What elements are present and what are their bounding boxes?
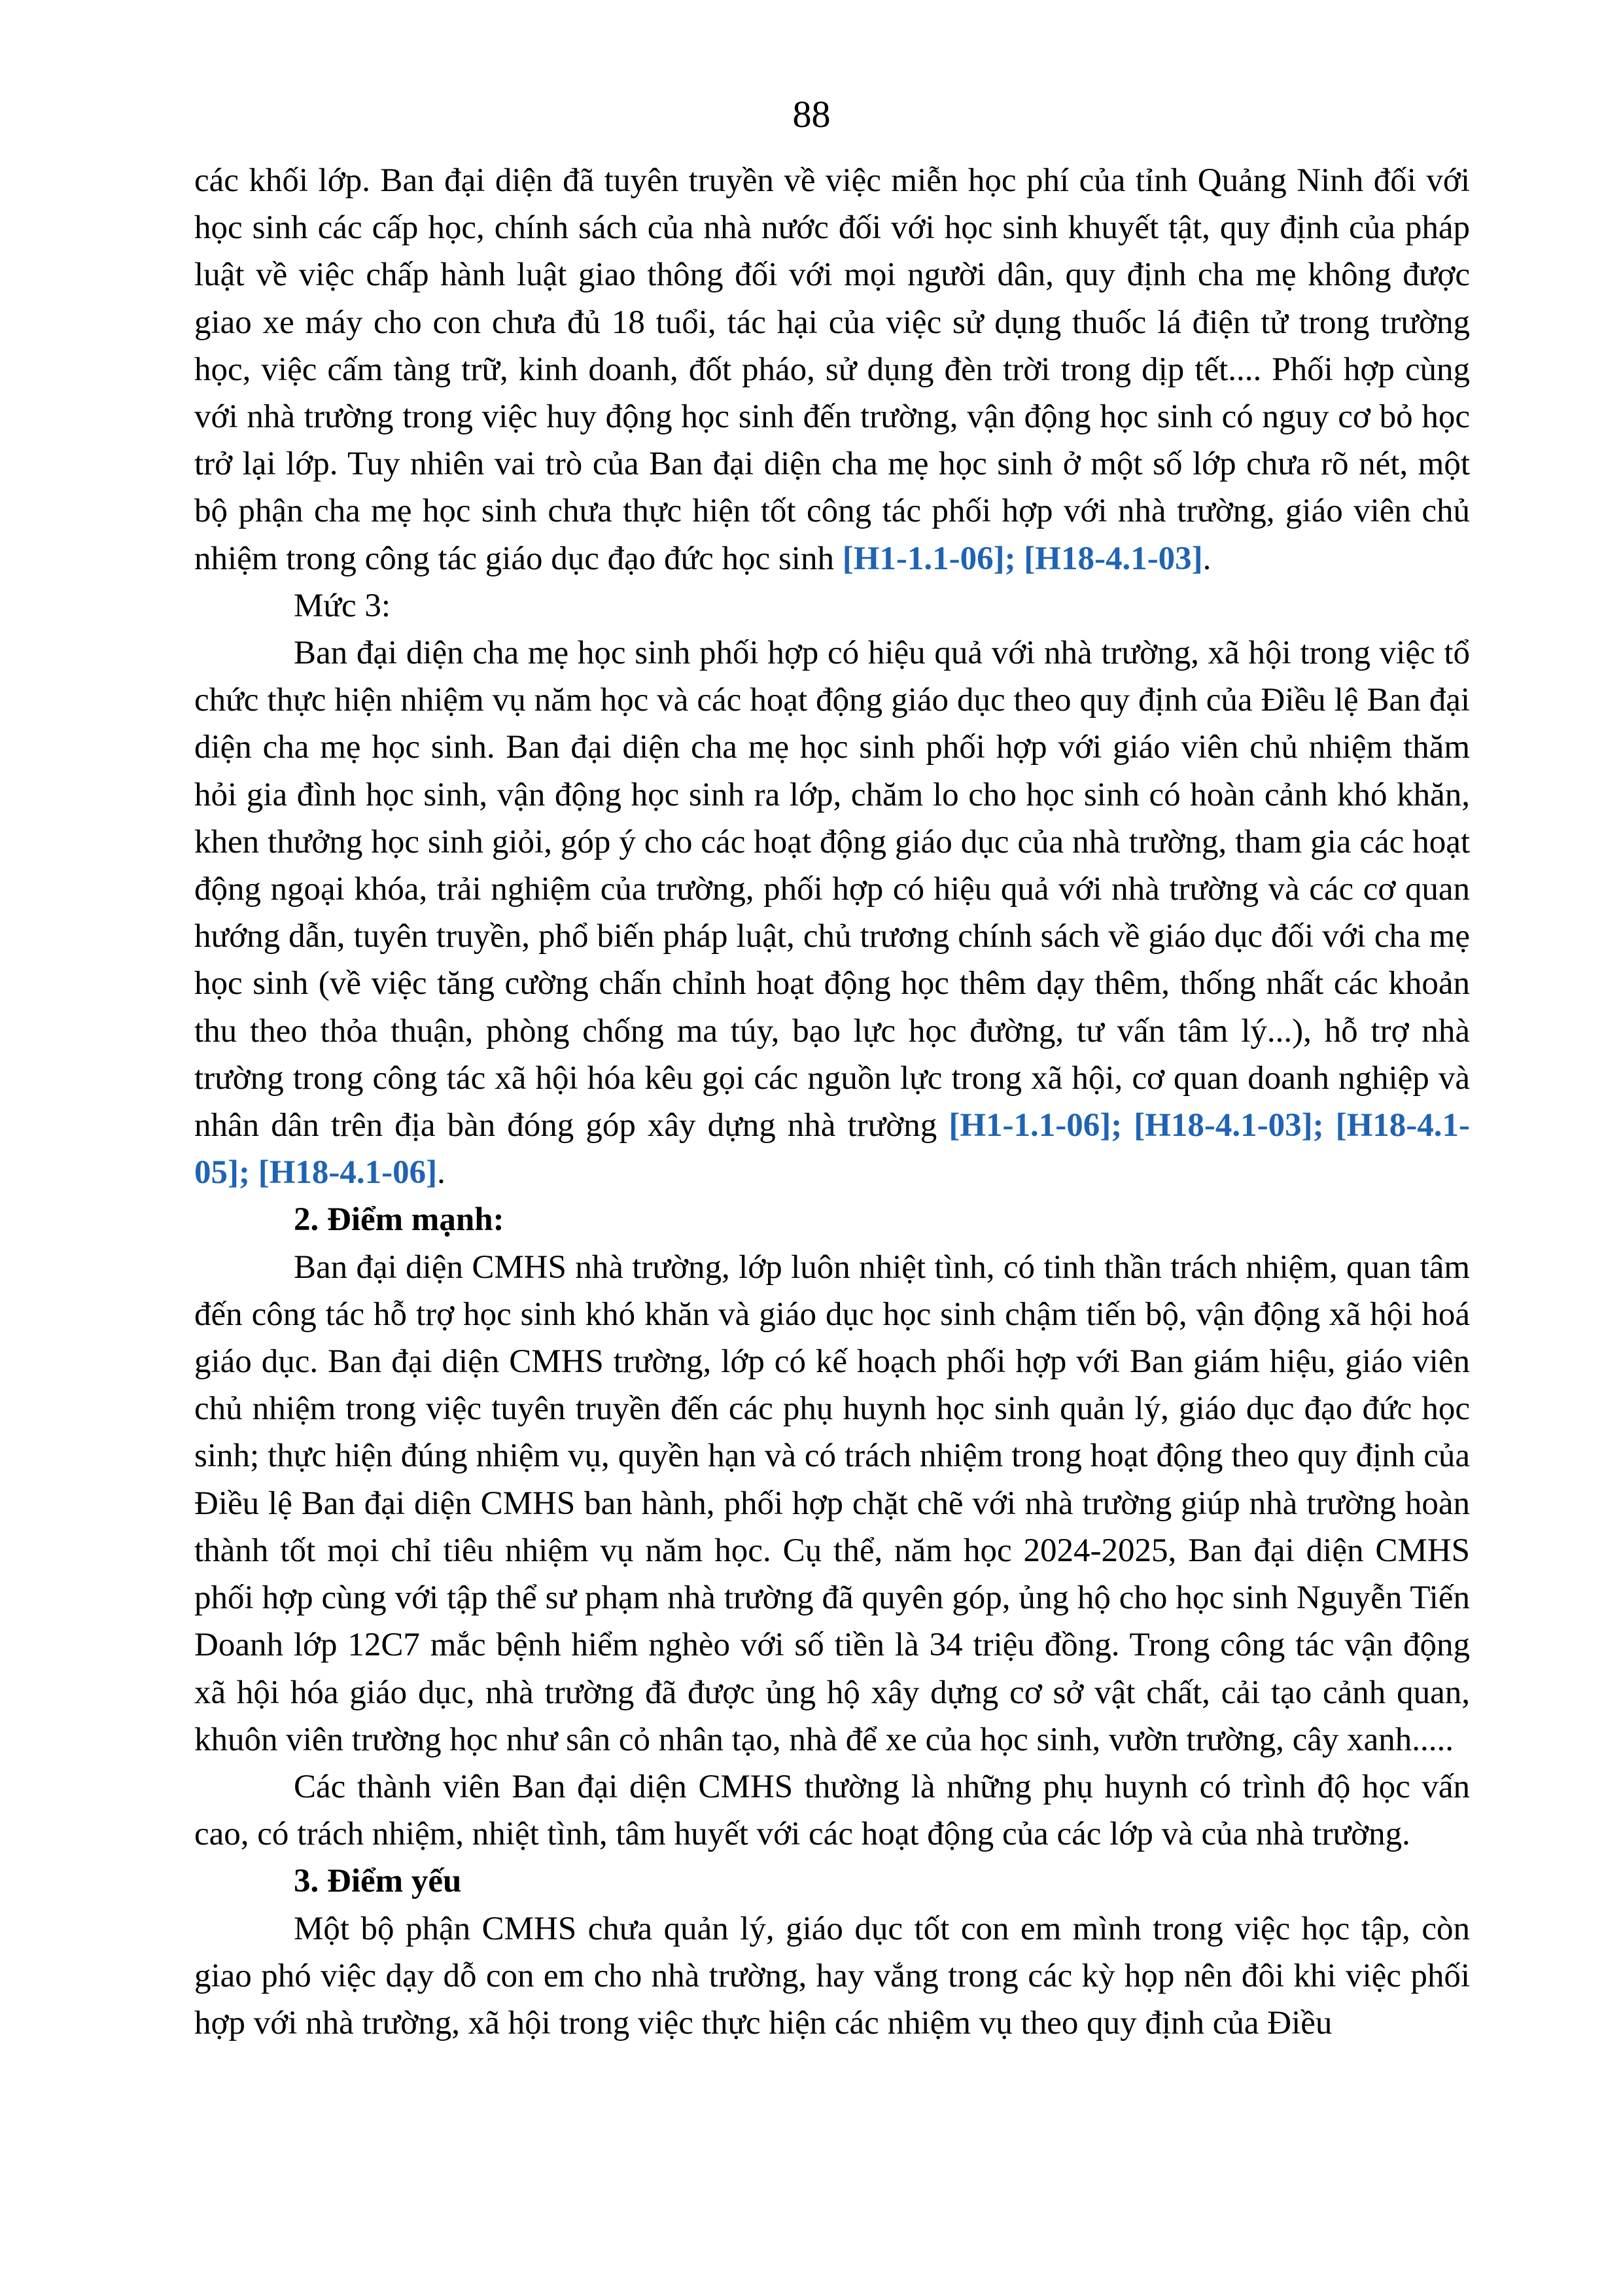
paragraph-members: Các thành viên Ban đại diện CMHS thường là những phụ huynh có trình độ học vấn cao, có trách nhiệm, nhiệt tình, tâm huyết với các hoạt động của các lớp và của nhà trường. (194, 1768, 1470, 1853)
paragraph-text: các khối lớp. Ban đại diện đã tuyên truyền về việc miễn học phí của tỉnh Quảng Ninh đối với học sinh các cấp học, chính sách của nhà nước đối với học sinh khuyết tật, quy định của pháp luật về việc chấp hành luật giao thông đối với mọi người dân, quy định cha mẹ không được giao xe máy cho con chưa đủ 18 tuổi, tác hại của việc sử dụng thuốc lá điện tử trong trường học, việc cấm tàng trữ, kinh doanh, đốt pháo, sử dụng đèn trời trong dịp tết.... Phối hợp cùng với nhà trường trong việc huy động học sinh đến trường, vận động học sinh có nguy cơ bỏ học trở lại lớp. Tuy nhiên vai trò của Ban đại diện cha mẹ học sinh ở một số lớp chưa rõ nét, một bộ phận cha mẹ học sinh chưa thực hiện tốt công tác phối hợp với nhà trường, giáo viên chủ nhiệm trong công tác giáo dục đạo đức học sinh (194, 162, 1470, 577)
paragraph-continuation (194, 157, 1470, 582)
evidence-reference: [H1-1.1-06]; [H18-4.1-03] (842, 540, 1203, 577)
paragraph-weaknesses: Một bộ phận CMHS chưa quản lý, giáo dục tốt con em mình trong việc học tập, còn giao phó việc dạy dỗ con em cho nhà trường, hay vắng trong các kỳ họp nên đôi khi việc phối hợp với nhà trường, xã hội trong việc thực hiện các nhiệm vụ theo quy định của Điều (194, 1910, 1470, 2041)
paragraph-level-3 (194, 629, 1470, 1196)
paragraph-strengths: Ban đại diện CMHS nhà trường, lớp luôn nhiệt tình, có tinh thần trách nhiệm, quan tâm đến công tác hỗ trợ học sinh khó khăn và giáo dục học sinh chậm tiến bộ, vận động xã hội hoá giáo dục. Ban đại diện CMHS trường, lớp có kế hoạch phối hợp với Ban giám hiệu, giáo viên chủ nhiệm trong việc tuyên truyền đến các phụ huynh học sinh quản lý, giáo dục đạo đức học sinh; thực hiện đúng nhiệm vụ, quyền hạn và có trách nhiệm trong hoạt động theo quy định của Điều lệ Ban đại diện CMHS ban hành, phối hợp chặt chẽ với nhà trường giúp nhà trường hoàn thành tốt mọi chỉ tiêu nhiệm vụ năm học. Cụ thể, năm học 2024-2025, Ban đại diện CMHS phối hợp cùng với tập thể sư phạm nhà trường đã quyên góp, ủng hộ cho học sinh Nguyễn Tiến Doanh lớp 12C7 mắc bệnh hiểm nghèo với số tiền là 34 triệu đồng. Trong công tác vận động xã hội hóa giáo dục, nhà trường đã được ủng hộ xây dựng cơ sở vật chất, cải tạo cảnh quan, khuôn viên trường học như sân cỏ nhân tạo, nhà để xe của học sinh, vườn trường, cây xanh..... (194, 1248, 1470, 1758)
page-number: 88 (792, 93, 831, 135)
document-body (194, 157, 1470, 2047)
paragraph-end: . (437, 1154, 445, 1192)
section-heading-strengths: 2. Điểm mạnh: (294, 1201, 504, 1239)
level-3-label: Mức 3: (294, 587, 391, 624)
paragraph-end: . (1202, 540, 1212, 577)
section-heading-weaknesses: 3. Điểm yếu (294, 1863, 462, 1900)
paragraph-text: Ban đại diện cha mẹ học sinh phối hợp có hiệu quả với nhà trường, xã hội trong việc tổ chức thực hiện nhiệm vụ năm học và các hoạt động giáo dục theo quy định của Điều lệ Ban đại diện cha mẹ học sinh. Ban đại diện cha mẹ học sinh phối hợp với giáo viên chủ nhiệm thăm hỏi gia đình học sinh, vận động học sinh ra lớp, chăm lo cho học sinh có hoàn cảnh khó khăn, khen thưởng học sinh giỏi, góp ý cho các hoạt động giáo dục của nhà trường, tham gia các hoạt động ngoại khóa, trải nghiệm của trường, phối hợp có hiệu quả với nhà trường và các cơ quan hướng dẫn, tuyên truyền, phổ biến pháp luật, chủ trương chính sách về giáo dục đối với cha mẹ học sinh (về việc tăng cường chấn chỉnh hoạt động học thêm dạy thêm, thống nhất các khoản thu theo thỏa thuận, phòng chống ma túy, bạo lực học đường, tư vấn tâm lý...), hỗ trợ nhà trường trong công tác xã hội hóa kêu gọi các nguồn lực trong xã hội, cơ quan doanh nghiệp và nhân dân trên địa bàn đóng góp xây dựng nhà trường (194, 635, 1470, 1144)
evidence-reference: [H1-1.1-06]; [H18-4.1-03]; [H18-4.1-05]; [H18-4.1-06] (194, 1107, 1471, 1192)
